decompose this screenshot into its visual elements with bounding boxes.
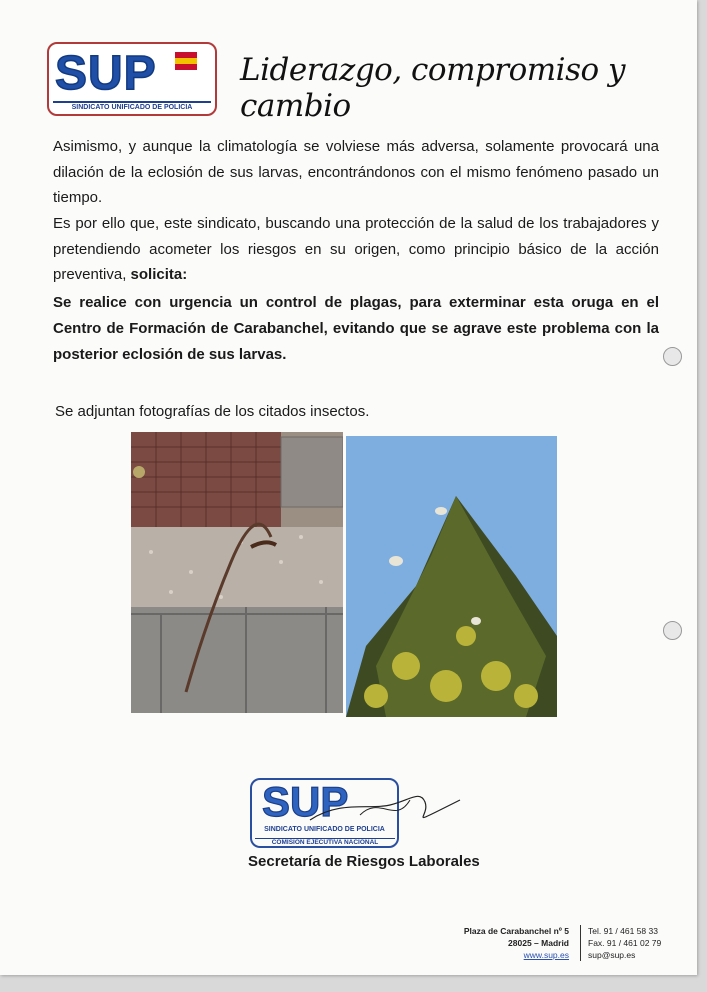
footer-contact [588, 925, 661, 961]
spain-flag-icon [175, 52, 197, 70]
punch-hole [663, 621, 682, 640]
slogan: Liderazgo, compromiso y cambio [240, 52, 626, 124]
fax: Fax. 91 / 461 02 79 [588, 938, 662, 948]
logo-subtitle: SINDICATO UNIFICADO DE POLICIA [53, 101, 211, 111]
paragraph-request-intro [53, 211, 659, 288]
address-line1: Plaza de Carabanchel nº 5 [463, 926, 569, 936]
photo-pine-tree-nests [346, 436, 557, 717]
email-link[interactable]: sup@sup.es [588, 950, 636, 960]
request-statement: Se realice con urgencia un control de plagas, para exterminar esta oruga en el Centro de Formación de Carabanchel, evitando que se agrave este problema con la posterior eclosión de sus larvas. [53, 294, 659, 363]
handwritten-signature [300, 780, 470, 840]
stamp-line1: SINDICATO UNIFICADO DE POLICIA [264, 826, 385, 833]
stamp-letters: SUP [262, 778, 349, 825]
attachments-note: Se adjuntan fotografías de los citados insectos. [55, 403, 370, 420]
photo-caterpillars-pavement [131, 432, 343, 713]
punch-hole [663, 347, 682, 366]
logo-letters: SUP [55, 47, 157, 100]
paragraph-climate: Asimismo, y aunque la climatología se volviese más adversa, solamente provocará una dilación de la eclosión de sus larvas, encontrándonos con el mismo fenómeno pasado un tiempo. [53, 138, 659, 206]
address-line2: 28025 – Madrid [508, 938, 569, 948]
phone: Tel. 91 / 461 58 33 [588, 926, 658, 936]
footer-divider [580, 925, 581, 961]
sup-logo [47, 42, 217, 116]
website-link[interactable]: www.sup.es [523, 950, 569, 960]
solicita-label: solicita: [130, 266, 188, 283]
stamp-line2: COMISIÓN EJECUTIVA NACIONAL [255, 838, 395, 846]
paragraph-request-intro-text: Es por ello que, este sindicato, buscando una protección de la salud de los trabajadores y pretendiendo acometer los riesgos en su origen, como principio básico de la acción preventiva, [53, 215, 659, 283]
footer-address [464, 925, 569, 961]
department-name: Secretaría de Riesgos Laborales [248, 853, 480, 870]
